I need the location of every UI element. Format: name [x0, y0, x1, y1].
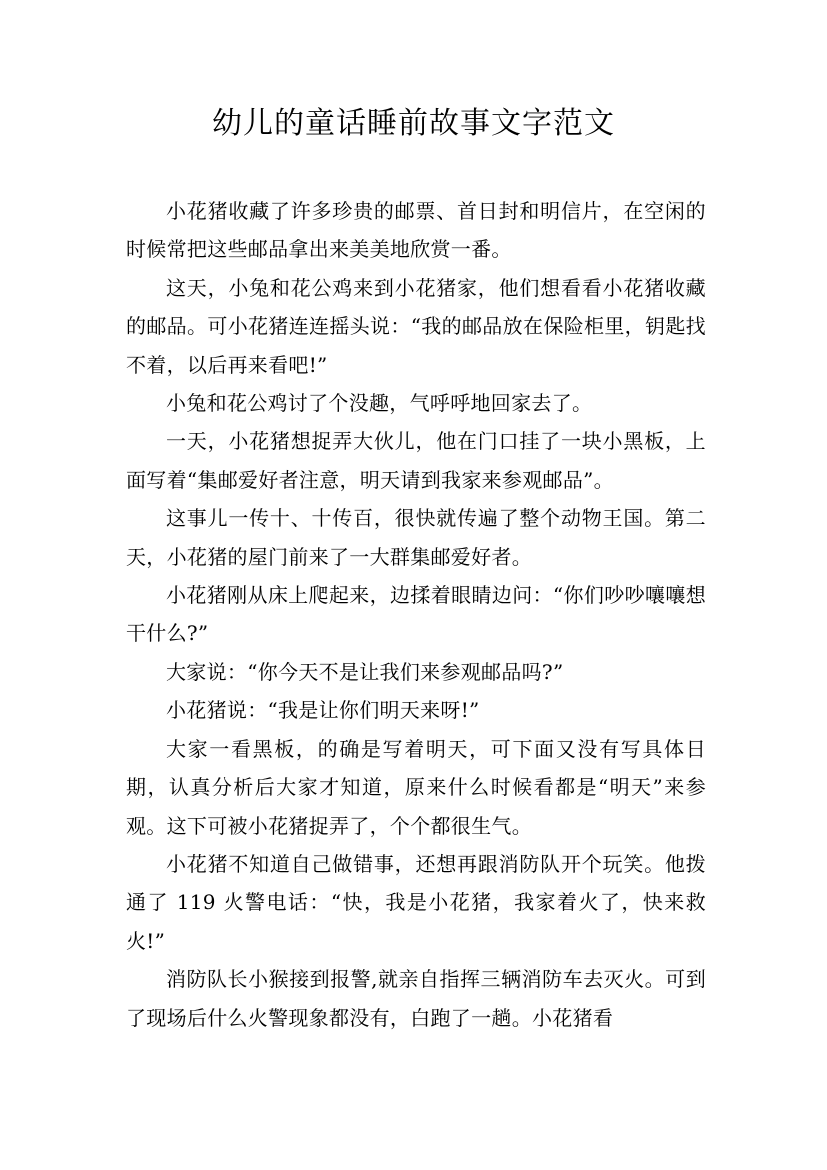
- paragraph: 小花猪收藏了许多珍贵的邮票、首日封和明信片，在空闲的时候常把这些邮品拿出来美美地欣赏一番。: [126, 199, 706, 262]
- paragraph: 小兔和花公鸡讨了个没趣，气呼呼地回家去了。: [166, 391, 593, 416]
- document-body: [126, 192, 706, 1037]
- paragraph: 大家说：“你今天不是让我们来参观邮品吗?”: [166, 659, 564, 684]
- paragraph: 小花猪说：“我是让你们明天来呀!”: [166, 698, 480, 723]
- paragraph: 这天，小兔和花公鸡来到小花猪家，他们想看看小花猪收藏的邮品。可小花猪连连摇头说：“我的邮品放在保险柜里，钥匙找不着，以后再来看吧!”: [126, 275, 706, 377]
- document-title: 幼儿的童话睡前故事文字范文: [212, 106, 615, 141]
- paragraph: 这事儿一传十、十传百，很快就传遍了整个动物王国。第二天，小花猪的屋门前来了一大群集邮爱好者。: [126, 506, 706, 569]
- paragraph: 大家一看黑板，的确是写着明天，可下面又没有写具体日期，认真分析后大家才知道，原来什么时候看都是“明天”来参观。这下可被小花猪捉弄了，个个都很生气。: [126, 736, 706, 838]
- paragraph: 消防队长小猴接到报警,就亲自指挥三辆消防车去灭火。可到了现场后什么火警现象都没有，白跑了一趟。小花猪看: [126, 967, 706, 1030]
- paragraph: 小花猪不知道自己做错事，还想再跟消防队开个玩笑。他拨通了 119 火警电话：“快，我是小花猪，我家着火了，快来救火!”: [126, 851, 706, 953]
- paragraph: 一天，小花猪想捉弄大伙儿，他在门口挂了一块小黑板，上面写着“集邮爱好者注意，明天请到我家来参观邮品”。: [126, 429, 706, 492]
- paragraph: 小花猪刚从床上爬起来，边揉着眼睛边问：“你们吵吵嚷嚷想干什么?”: [126, 583, 706, 646]
